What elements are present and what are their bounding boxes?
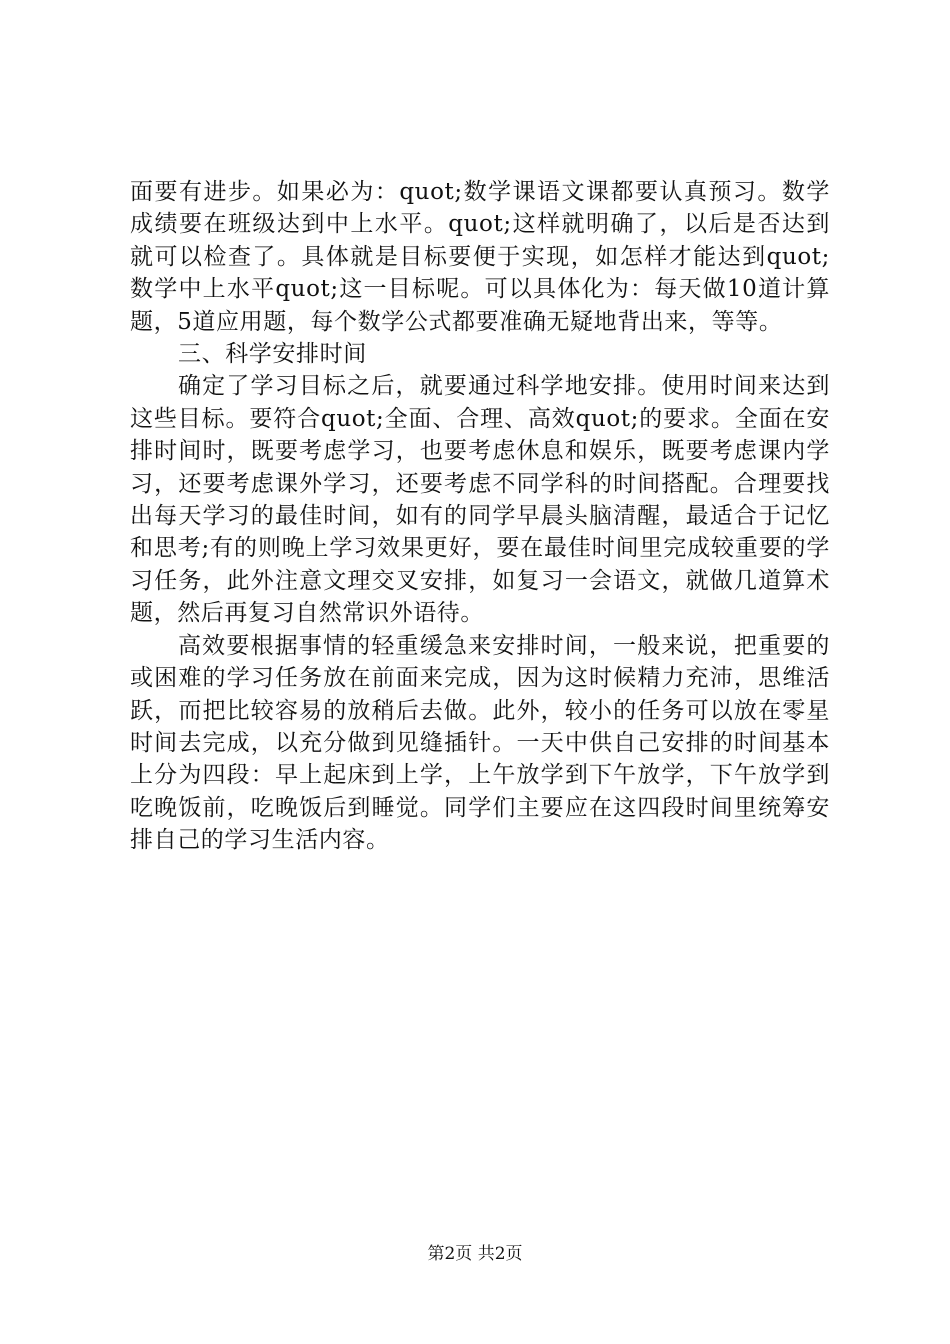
document-body (130, 176, 830, 857)
paragraph-goal-continuation: 面要有进步。如果必为：quot;数学课语文课都要认真预习。数学成绩要在班级达到中上水平。quot;这样就明确了，以后是否达到就可以检查了。具体就是目标要便于实现，如怎样才能达到quot;数学中上水平quot;这一目标呢。可以具体化为：每天做10道计算题，5道应用题，每个数学公式都要准确无疑地背出来，等等。 (130, 179, 830, 335)
paragraph-efficiency: 高效要根据事情的轻重缓急来安排时间，一般来说，把重要的或困难的学习任务放在前面来完成，因为这时候精力充沛，思维活跃，而把比较容易的放稍后去做。此外，较小的任务可以放在零星时间去完成，以充分做到见缝插针。一天中供自己安排的时间基本上分为四段：早上起床到上学，上午放学到下午放学，下午放学到吃晚饭前，吃晚饭后到睡觉。同学们主要应在这四段时间里统筹安排自己的学习生活内容。 (130, 632, 830, 854)
page-footer-number: 第2页 共2页 (427, 1244, 523, 1264)
paragraph-schedule-principles: 确定了学习目标之后，就要通过科学地安排。使用时间来达到这些目标。要符合quot;全面、合理、高效quot;的要求。全面在安排时间时，既要考虑学习，也要考虑休息和娱乐，既要考虑课内学习，还要考虑课外学习，还要考虑不同学科的时间搭配。合理要找出每天学习的最佳时间，如有的同学早晨头脑清醒，最适合于记忆和思考;有的则晚上学习效果更好，要在最佳时间里完成较重要的学习任务，此外注意文理交叉安排，如复习一会语文，就做几道算术题，然后再复习自然常识外语待。 (130, 373, 830, 627)
section-heading-schedule-time: 三、科学安排时间 (178, 341, 367, 368)
